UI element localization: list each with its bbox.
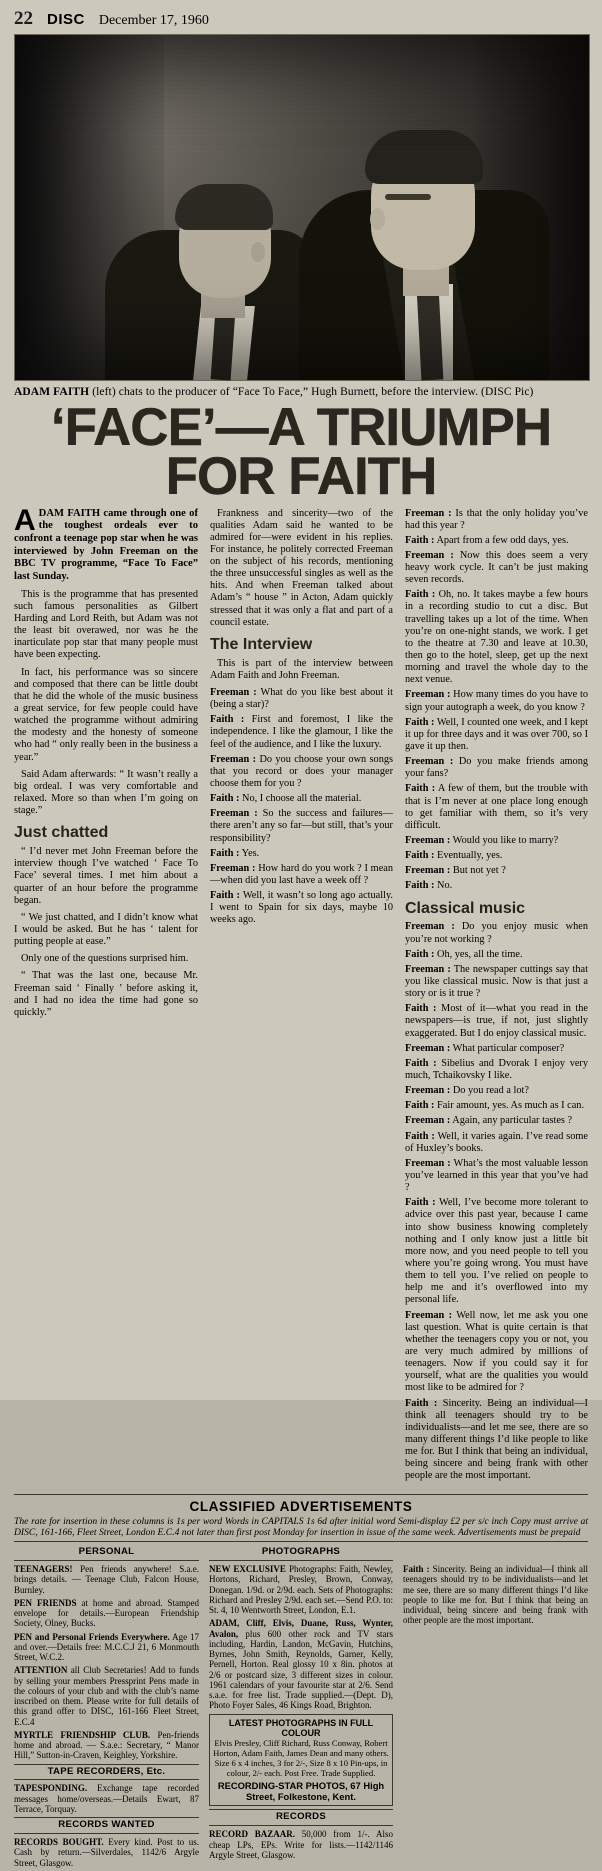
publication-title: DISC xyxy=(47,11,85,28)
qa-item: Faith : Sincerity. Being an individual—I think all teenagers should try to be individualists—and let me see, there are so many different things I’d like people to like me for. But I think that being an individual, being sincere and being frank with other people are the most important. xyxy=(405,1397,588,1482)
qa-item: Freeman : How hard do you work ? I mean—when did you last have a week off ? xyxy=(210,862,393,887)
body-column-3 xyxy=(405,508,588,1486)
classified-ad: PEN FRIENDS at home and abroad. Stamped envelope for details.—European Friendship Society, Olney, Bucks. xyxy=(14,1597,199,1629)
qa-item: Faith : Oh, yes, all the time. xyxy=(405,948,523,960)
body-column-2 xyxy=(210,508,393,1486)
classified-title: CLASSIFIED ADVERTISEMENTS xyxy=(189,1498,413,1514)
qa-item: Freeman : Would you like to marry? xyxy=(405,835,559,847)
qa-item: Faith : No. xyxy=(405,880,453,892)
qa-item: Freeman : Do you enjoy music when you’re not working ? xyxy=(405,921,588,945)
classified-heading-photographs: PHOTOGRAPHS xyxy=(209,1545,393,1561)
interview-qa-list-3 xyxy=(405,921,588,1482)
paragraph: Said Adam afterwards: “ It wasn’t really a big ordeal. I was very comfortable and relaxed. More so than when I’m going on stage.” xyxy=(14,768,198,817)
paragraph: Only one of the questions surprised him. xyxy=(21,953,189,965)
qa-item: Freeman : Do you make friends among your fans? xyxy=(405,756,588,780)
classified-ad: ADAM, Cliff, Elvis, Duane, Russ, Wynter, Avalon, plus 600 other rock and TV stars including, Hardin, Landon, McGavin, Hutchins, Byrnes, John Smith, Reynolds, Garner, Kelly, Pernell, Horton. Real glossy 10 x 8in. photos at 2/6 or postcard size, 3 different sizes in colour. 1961 calendars of your favourite star at 2/6. Send s.a.e. for free list. Trade supplied.—(Dept. D), Photo Foyer Sales, 46 Kings Road, Brighton. xyxy=(209,1618,393,1711)
article-body xyxy=(14,503,588,1486)
qa-item: Freeman : Well now, let me ask you one last question. What is quite certain is that whether the teenagers copy you or not, you are very much admired by millions of teenagers. Now if you could say it for yourself, what are the qualities you would most like to be admired for ? xyxy=(405,1309,588,1394)
qa-item: Faith : Yes. xyxy=(210,847,260,859)
classified-ad: TAPESPONDING. Exchange tape recorded messages home/overseas.—Details Ewart, 87 Terrace, Torquay. xyxy=(14,1783,199,1814)
qa-item: Faith : Well, it wasn’t so long ago actually. I went to Spain for six days, maybe 10 weeks ago. xyxy=(210,890,393,926)
qa-item: Faith : Fair amount, yes. As much as I can. xyxy=(405,1100,585,1112)
qa-item: Freeman : Again, any particular tastes ? xyxy=(405,1115,573,1127)
paragraph: “ We just chatted, and I didn’t know what I would be asked. But he has ‘ talent for putting people at ease.” xyxy=(14,911,198,948)
qa-item: Freeman : What do you like best about it (being a star)? xyxy=(210,687,394,711)
paragraph: “ That was the last one, because Mr. Freeman said ‘ Finally ’ before asking it, and I had no idea the time had gone so quickly.” xyxy=(14,970,198,1018)
masthead xyxy=(14,8,588,34)
qa-item: Faith : First and foremost, I like the independence. I like the glamour, I like the feel of the audience, and I like the luxury. xyxy=(210,714,393,750)
qa-item: Faith : Oh, no. It takes maybe a few hours in a recording studio to cut a disc. But travelling takes up a lot of the time. When you’re on one-night stands, we work. I get to the theatre at 7.30 and leave at 10.30, then go to the hotel, sleep, get up the next morning and travel the whole day to the next venue. xyxy=(405,589,588,686)
page-folio: 22 xyxy=(14,8,33,29)
paragraph: This is the programme that has presented such famous personalities as Gilbert Harding and Lord Reith, but Adam was not the least bit overawed, nor was he the inarticulate pop star that many people must have been expecting. xyxy=(14,588,198,661)
subheading-just-chatted: Just chatted xyxy=(14,824,109,842)
paragraph: “ I’d never met John Freeman before the interview though I’ve watched ‘ Face To Face’ several times. I met him about a quarter of an hour before the programme began. xyxy=(14,846,198,906)
paragraph: This is part of the interview between Adam Faith and John Freeman. xyxy=(210,657,393,681)
classified-ad: TEENAGERS! Pen friends anywhere! S.a.e. brings details. — Teenage Club, Falcon House, Burnley. xyxy=(14,1564,199,1595)
article-lead xyxy=(14,503,198,584)
classified-ad: RECORD BAZAAR. 50,000 from 1/-. Also cheap LPs, EPs. Write for lists.—1142/1146 Argyle Street, Glasgow. xyxy=(209,1829,394,1860)
interview-qa-list-1 xyxy=(210,687,393,927)
interview-qa-list-2 xyxy=(405,508,588,893)
classified-column-continued xyxy=(403,1545,588,1871)
qa-item: Faith : Well, I’ve become more tolerant to advice over this past year, because I came into show business knowing completely nothing and I only know just a little bit more now, and you need people to tell you where you’re going wrong. You must have them to tell you. I’ve relied on people to help me and it’s overflowed into my personal life. xyxy=(405,1197,588,1306)
qa-item: Faith : Eventually, yes. xyxy=(405,850,503,862)
article-headline xyxy=(14,398,588,506)
classified-column-personal xyxy=(14,1545,199,1871)
qa-item: Freeman : Do you read a lot? xyxy=(405,1085,529,1097)
subheading-the-interview: The Interview xyxy=(210,635,313,653)
box-ad-title: LATEST PHOTOGRAPHS IN FULL COLOUR xyxy=(228,1717,374,1738)
classified-columns xyxy=(14,1541,588,1871)
publication-date: December 17, 1960 xyxy=(98,13,209,28)
classified-ad: ATTENTION all Club Secretaries! Add to funds by selling your members Pressprint Pens made in the colours of your club and with the club’s name inscribed on them. Please write for full details of this grand offer to DISC, 161-166 Fleet Street, E.C.4 xyxy=(14,1665,199,1727)
photo-caption-lead: ADAM FAITH xyxy=(14,386,90,398)
paragraph: In fact, his performance was so sincere and composed that there can be little doubt that he did the whole of the music business a great service, for few people could have watched the programme without admiring the modesty and the honesty of someone who had “ only really been in the business a year.” xyxy=(14,666,198,763)
headline-line-1: ‘FACE’—A TRIUMPH xyxy=(50,398,552,457)
qa-item: Faith : Sibelius and Dvorak I enjoy very much, Tchaikovsky I like. xyxy=(405,1057,588,1081)
subheading-classical-music: Classical music xyxy=(405,899,526,917)
qa-item: Freeman : What’s the most valuable lesson you’ve learned in this year that you’ve had ? xyxy=(405,1157,588,1194)
classified-heading-tape: TAPE RECORDERS, Etc. xyxy=(14,1764,199,1781)
qa-item: Faith : A few of them, but the trouble with that is I’m never at one place long enough to get familiar with them, so it’s very difficult. xyxy=(405,783,588,831)
qa-item: Freeman : What particular composer? xyxy=(405,1042,565,1054)
headline-line-2: FOR FAITH xyxy=(165,446,437,506)
classified-column-photographs xyxy=(209,1545,393,1871)
box-ad-footer: RECORDING-STAR PHOTOS, 67 High Street, Folkestone, Kent. xyxy=(217,1779,385,1802)
classified-ad: MYRTLE FRIENDSHIP CLUB. Pen-friends home and abroad. — S.a.e.: Secretary, “ Manor Hill,” Sutton-in-Craven, Keighley, Yorkshire. xyxy=(14,1729,199,1761)
qa-item: Faith : Well, it varies again. I’ve read some of Huxley’s books. xyxy=(405,1130,588,1154)
classified-ad: RECORDS BOUGHT. Every kind. Post to us. Cash by return.—Silverdales, 1142/6 Argyle Street, Glasgow. xyxy=(14,1837,199,1868)
classified-box-ad xyxy=(209,1714,393,1807)
qa-item: Faith : Apart from a few odd days, yes. xyxy=(405,534,569,546)
classified-heading-records-wanted: RECORDS WANTED xyxy=(14,1817,199,1834)
lead-text: DAM FAITH came through one of the toughest ordeals ever to confront a teenage pop star when he was interviewed by John Freeman on the BBC TV programme, “Face To Face” last Sunday. xyxy=(14,507,198,583)
qa-item: Freeman : Now this does seem a very heavy work cycle. It can’t be just making seven records. xyxy=(405,549,588,586)
qa-item: Freeman : How many times do you have to sign your autograph a week, do you know ? xyxy=(405,689,588,713)
box-ad-body: Elvis Presley, Cliff Richard, Russ Conway, Robert Horton, Adam Faith, James Dean and many others. Size 6 x 4 inches, 3 for 2/-, Size 8 x 10 Pin-ups, in colour, 2/- each. Post Free. Trade Supplied. xyxy=(213,1738,389,1778)
classified-ad: PEN and Personal Friends Everywhere. Age 17 and over.—Details free: M.C.C.J 21, 6 Monmouth Street, W.C.2. xyxy=(14,1631,200,1663)
paragraph: Frankness and sincerity—two of the qualities Adam said he wanted to be admired for—were evident in his replies. For instance, he politely corrected Freeman on the subject of his records, mentioning the three unsuccessful singles as well as the hits. And when Freeman talked about Adam’s “ house ” in Acton, Adam quickly stressed that it was only a flat and part of a council estate. xyxy=(210,507,393,628)
qa-item: Faith : Sincerity. Being an individual—I think all teenagers should try to be individualists—and let me see, there are so many different things I’d like people to like me for. But I think that being an individual, being sincere and being frank with other people are the most important. xyxy=(403,1564,588,1626)
qa-item: Freeman : Is that the only holiday you’ve had this year ? xyxy=(405,507,588,531)
photo-caption-rest: (left) chats to the producer of “Face To Face,” Hugh Burnett, before the interview. (DISC Pic) xyxy=(89,386,534,398)
classified-rates-note: The rate for insertion in these columns is 1s per word Words in CAPITALS 1s 6d after initial word Semi-display £2 per s/c inch Copy must arrive at DISC, 161-166, Fleet Street, London E.C.4 not later than first post Monday for insertion in issue of the same week. Advertisements must be prepaid xyxy=(14,1515,588,1538)
qa-item: Faith : Most of it—what you read in the newspapers—is true, if not, just slightly exaggerated. But I do enjoy classical music. xyxy=(405,1003,588,1039)
classified-heading-personal: PERSONAL xyxy=(14,1545,199,1561)
photo-vignette xyxy=(15,35,589,380)
qa-item: Freeman : Do you choose your own songs that you record or does your manager choose them for you ? xyxy=(210,753,393,790)
qa-item: Freeman : But not yet ? xyxy=(405,865,506,877)
body-column-1 xyxy=(14,503,198,1486)
qa-item: Freeman : So the success and failures—there aren’t any so far—but still, that’s your responsibility? xyxy=(210,808,393,844)
qa-item: Freeman : The newspaper cuttings say that you like classical music. Now is that just a story or is it true ? xyxy=(405,963,588,1000)
qa-item: Faith : Well, I counted one week, and I kept it up for three days and it was over 700, so I gave it up then. xyxy=(405,716,588,753)
article-photo xyxy=(14,34,590,381)
classified-heading-records: RECORDS xyxy=(209,1809,393,1826)
qa-item: Faith : No, I choose all the material. xyxy=(210,793,362,805)
classified-ad: NEW EXCLUSIVE Photographs: Faith, Newley, Hortons, Richard, Presley, Brown, Conway, Donegan. 1/9d. or 2/9d. each. Sets of Photographs: Richard and Presley 2/9d. each set.—Send P.O. to: St. 4, 10 Wentworth Street, London, E.1. xyxy=(209,1564,394,1616)
drop-cap: A xyxy=(14,503,36,537)
